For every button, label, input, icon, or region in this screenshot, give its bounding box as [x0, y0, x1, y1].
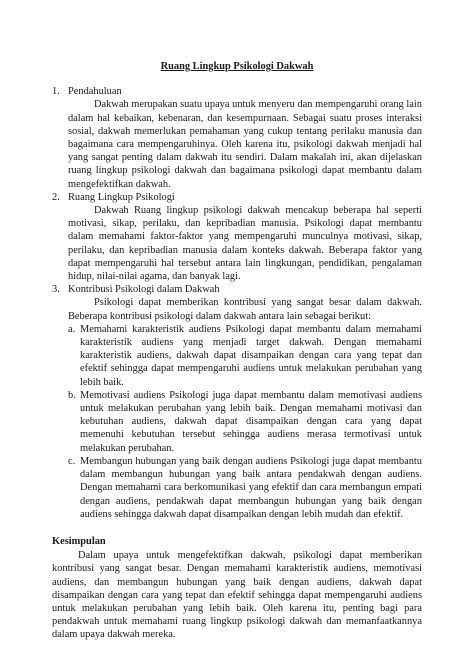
section-paragraph: Psikologi dapat memberikan kontribusi yang sangat besar dalam dakwah. Beberapa kontribusi psikologi dalam dakwah antara lain sebagai berikut: — [68, 297, 422, 322]
section-kontribusi — [52, 283, 422, 521]
section-number: 3. — [52, 284, 60, 296]
section-ruang-lingkup — [52, 191, 422, 283]
section-paragraph: Dakwah Ruang lingkup psikologi dakwah mencakup beberapa hal seperti motivasi, sikap, perilaku, dan kepribadian manusia. Psikologi dapat membantu dalam memahami faktor-faktor yang mempengaruhi munculnya motivasi, sikap, perilaku, dan kepribadian manusia dalam konteks dakwah. Beberapa faktor yang dapat mempengaruhi hal tersebut antara lain lingkungan, pendidikan, pengalaman hidup, nilai-nilai agama, dan banyak lagi. — [68, 205, 422, 283]
list-item — [68, 389, 422, 455]
list-item-letter: c. — [68, 455, 76, 467]
section-number: 1. — [52, 86, 60, 98]
list-item — [68, 323, 422, 389]
list-item-text: Memotivasi audiens Psikologi juga dapat membantu dalam memotivasi audiens untuk melakukan perubahan yang lebih baik. Dengan memahami motivasi dan kebutuhan audiens, dakwah dapat disampaikan dengan cara yang dapat memenuhi kebutuhan tersebut sehingga audiens merasa termotivasi untuk melakukan perubahan. — [80, 389, 422, 454]
conclusion-heading: Kesimpulan — [52, 535, 106, 547]
section-number: 2. — [52, 191, 60, 203]
section-heading: Ruang Lingkup Psikologi — [68, 191, 175, 203]
document-title: Ruang Lingkup Psikologi Dakwah — [160, 61, 314, 72]
list-item-text: Membangun hubungan yang baik dengan audiens Psikologi juga dapat membantu dalam membangun hubungan yang baik antara pendakwah dengan audiens. Dengan memahami cara berkomunikasi yang efektif dan cara membangun empati dengan audiens, pendakwah dapat membangun hubungan yang baik dengan audiens sehingga dakwah dapat disampaikan dengan lebih mudah dan efektif. — [80, 455, 422, 520]
list-item — [68, 455, 422, 521]
section-heading: Kontribusi Psikologi dalam Dakwah — [68, 284, 220, 296]
list-item-letter: a. — [68, 323, 76, 335]
section-pendahuluan — [52, 85, 422, 191]
section-heading: Pendahuluan — [68, 86, 122, 98]
list-item-text: Memahami karakteristik audiens Psikologi dapat membantu dalam memahami karakteristik audiens yang menjadi target dakwah. Dengan memahami karakteristik audiens, dakwah dapat disampaikan dengan cara yang tepat dan efektif sehingga dapat mempengaruhi audiens untuk melakukan perubahan yang lebih baik. — [80, 323, 422, 388]
conclusion-paragraph: Dalam upaya untuk mengefektifkan dakwah, psikologi dapat memberikan kontribusi yang sangat besar. Dengan memahami karakteristik audiens, memotivasi audiens, dan membangun hubungan yang baik dengan audiens, dakwah dapat disampaikan dengan cara yang tepat dan efektif sehingga dapat mempengaruhi audiens untuk melakukan perubahan yang lebih baik. Oleh karena itu, penting bagi para pendakwah untuk memahami ruang lingkup psikologi dakwah dan memanfaatkannya dalam upaya dakwah mereka. — [52, 550, 422, 641]
list-item-letter: b. — [68, 389, 76, 401]
section-paragraph: Dakwah merupakan suatu upaya untuk menyeru dan mempengaruhi orang lain dalam hal kebaikan, kebenaran, dan kesempurnaan. Sebagai suatu proses interaksi sosial, dakwah memerlukan pemahaman yang cukup tentang perilaku manusia dan bagaimana cara mempengaruhinya. Oleh karena itu, psikologi dakwah menjadi hal yang sangat penting dalam dakwah itu sendiri. Dalam makalah ini, akan dijelaskan ruang lingkup psikologi dakwah dan bagaimana psikologi dapat membantu dalam mengefektifkan dakwah. — [68, 99, 422, 190]
